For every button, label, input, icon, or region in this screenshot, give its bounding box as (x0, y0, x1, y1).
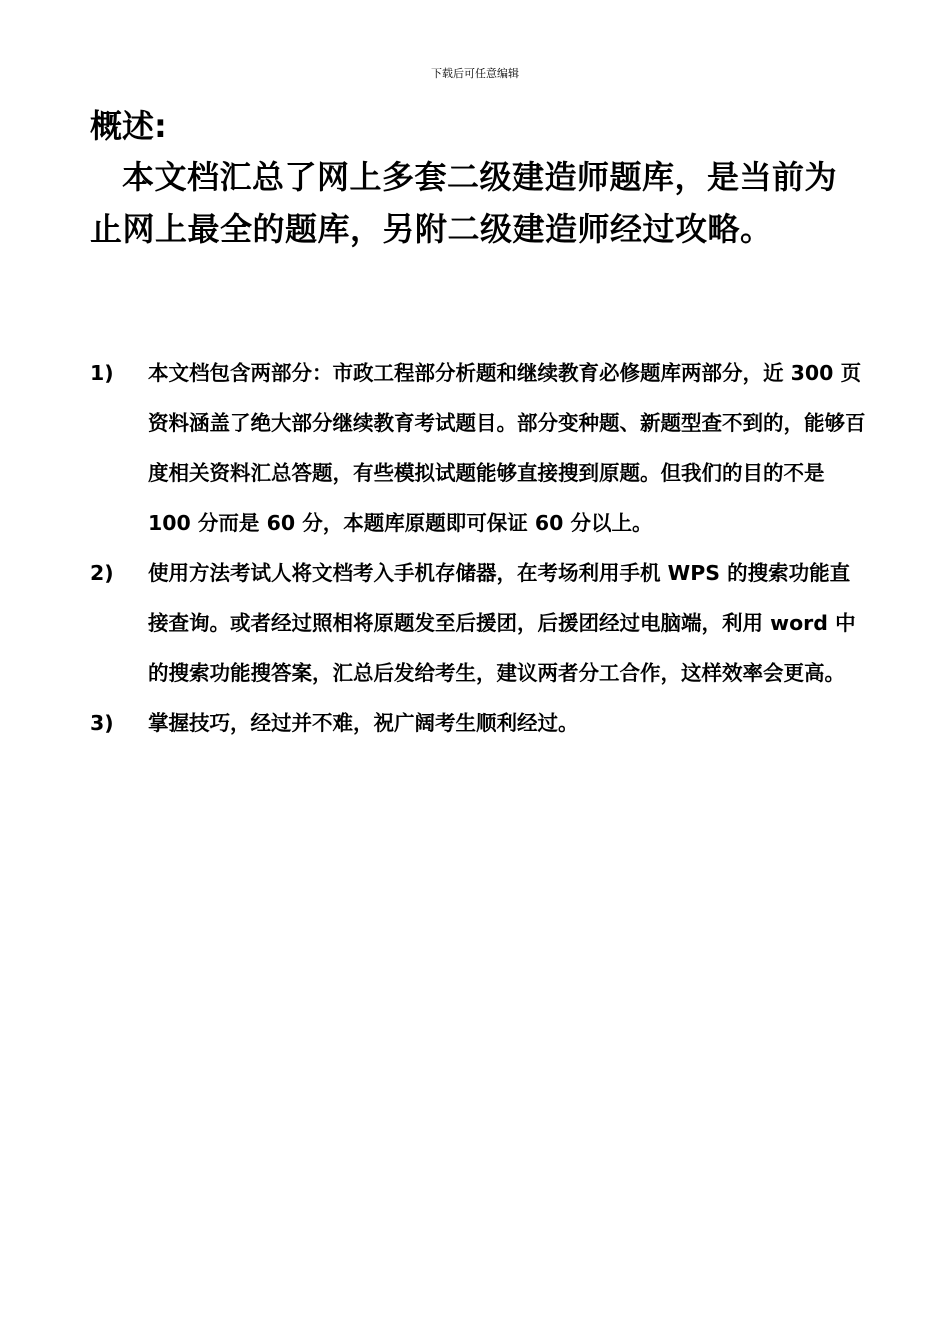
list-item (90, 548, 870, 698)
instructions-list (90, 348, 870, 748)
page-header-note: 下载后可任意编辑 (431, 67, 519, 80)
overview-heading: 概述: (90, 107, 167, 145)
list-item-number: 1) (90, 361, 114, 385)
list-item-text: 使用方法考试人将文档考入手机存储器，在考场利用手机 WPS 的搜索功能直接查询。或者经过照相将原题发至后援团，后援团经过电脑端，利用 word 中的搜索功能搜答案，汇总后发给考生，建议两者分工合作，这样效率会更高。 (148, 561, 856, 685)
overview-intro: 本文档汇总了网上多套二级建造师题库，是当前为止网上最全的题库，另附二级建造师经过攻略。 (90, 158, 838, 248)
list-item-number: 2) (90, 561, 114, 585)
list-item (90, 698, 870, 748)
list-item-text: 掌握技巧，经过并不难，祝广阔考生顺利经过。 (148, 711, 579, 735)
list-item-number: 3) (90, 711, 114, 735)
list-item (90, 348, 870, 548)
list-item-text: 本文档包含两部分：市政工程部分析题和继续教育必修题库两部分，近 300 页资料涵盖了绝大部分继续教育考试题目。部分变种题、新题型查不到的，能够百度相关资料汇总答题，有些模拟试题能够直接搜到原题。但我们的目的不是 100 分而是 60 分，本题库原题即可保证 60 分以上。 (148, 361, 866, 535)
